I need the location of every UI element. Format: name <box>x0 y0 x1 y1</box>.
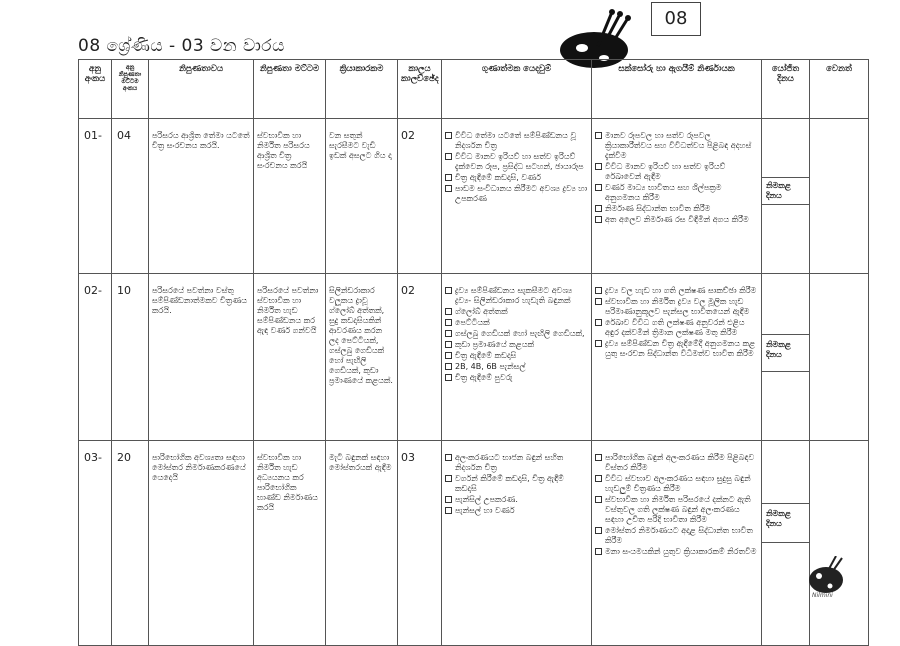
remarks-cell <box>810 274 869 441</box>
header-remarks: වෙනත් <box>810 60 869 119</box>
header-activity: ක්‍රියාකාරකම <box>326 60 398 119</box>
activity-day-cell <box>762 441 810 646</box>
list-item: විවිධ තේමා යටතේ සම්පිණ්ඩනය වූ නිදර්ශන චිත්‍ර <box>445 131 588 151</box>
assessment-cell <box>592 119 762 274</box>
list-item: වර්ණ මාධ්‍ය භාවිතය සහ ශිල්පක්‍රම අනුගමනය කිරීම <box>595 183 758 203</box>
inputs-cell <box>442 119 592 274</box>
list-item: අලංකරණයට භාජන බඳුන් සහිත නිදර්ශන චිත්‍ර <box>445 453 588 473</box>
unit-number: 03- <box>79 441 112 646</box>
header-periods: කාලය කාලච්ඡේද <box>398 60 442 119</box>
list-item: ස්වභාවික හා නිර්මිත ද්‍රව්‍ය වල මූලික හැඩ පරිමාණානුකූලව පැන්සල භාවිතයෙන් ඇඳීම <box>595 297 758 317</box>
table-header-row <box>79 60 869 119</box>
level-number: 04 <box>112 119 149 274</box>
table-row <box>79 441 869 646</box>
competency-level-cell: පරිසරයේ පවත්නා ස්වභාවික හා නිර්මිත හැඩ සම්පිණ්ඩනය කර ඇඳ වර්ණ ගන්වයි <box>254 274 326 441</box>
list-item: ග්ලෝබ් අත්තක් <box>445 307 588 317</box>
unit-number: 02- <box>79 274 112 441</box>
header-unit-no: අනු අංකය <box>79 60 112 119</box>
header-assessment: සක්සෝරු හා ඇගයීම් නිර්ණායක <box>592 60 762 119</box>
assessment-cell <box>592 274 762 441</box>
competency-cell: පාරිභෝගික අවශ්‍යතා සඳහා මෝස්තර නිර්මාණකරණයේ යෙදෙයි <box>149 441 254 646</box>
list-item: පෙට්ටියක් <box>445 318 588 328</box>
list-item: නිර්මාණ සිද්ධාන්ත භාවිත කිරීම <box>595 204 758 214</box>
list-item: 2B, 4B, 6B පැන්සල් <box>445 362 588 372</box>
list-item: ස්වභාවික හා නිර්මිත පරිසරයේ දක්නට ඇති වස්තුවල ගති ලක්ෂණ බඳුන් අලංකරණය සඳහා උචිත පරිදි භාවිතා කිරීම <box>595 495 758 525</box>
list-item: විවිධ ස්වභාව අලංකරණය සඳහා සුදුසු බඳුන් හැඩලුම් චිත්‍රණය කිරීම <box>595 474 758 494</box>
header-quality-inputs: ගුණාත්මක යෙදවුම් <box>442 60 592 119</box>
list-item: චිත්‍ර ඇඳීමේ පුවරු <box>445 373 588 383</box>
competency-level-cell: ස්වභාවික හා නිර්මිත පරිසරය ආශ්‍රිත චිත්‍ර සංරචනය කරයි <box>254 119 326 274</box>
remarks-cell <box>810 119 869 274</box>
periods-cell: 03 <box>398 441 442 646</box>
table-row <box>79 119 869 274</box>
level-number: 20 <box>112 441 149 646</box>
lesson-plan-table <box>78 59 869 646</box>
periods-cell: 02 <box>398 119 442 274</box>
inputs-cell <box>442 441 592 646</box>
list-item: රේඛාව විවිධ ගති ලක්ෂණ අනුවරන් එළිය අඳුර දක්වමින් ත්‍රිමාන ලක්ෂණ මතු කිරීම <box>595 318 758 338</box>
list-item: ද්‍රව්‍ය වල හැඩ හා ගති ලක්ෂණ සාකච්ඡා කිරීම <box>595 286 758 296</box>
header-competency: නිපුණතාවය <box>149 60 254 119</box>
list-item: විවිධ මානව ඉරියව් හා සත්ව ඉරියව් දැක්වෙන රූප, ප්‍රසිද්ධ සටහන්, ඡායාරූප <box>445 152 588 172</box>
inputs-cell <box>442 274 592 441</box>
level-number: 10 <box>112 274 149 441</box>
list-item: චිත්‍ර ඇඳීමේ කඩදාසි, වර්ණ <box>445 173 588 183</box>
list-item: අත අලෙව නිර්මාණ රස විඳීමින් අගය කිරීම <box>595 215 758 225</box>
competency-level-cell: ස්වභාවික හා නිර්මිත හැඩ අධ්‍යයනය කර පාරිභෝගික භාණ්ඩ නිර්මාණය කරයි <box>254 441 326 646</box>
list-item: පාරිභෝගික බඳුන් අලංකරණය කිරීම පිළිබඳව විස්තර කිරීම <box>595 453 758 473</box>
remarks-cell <box>810 441 869 646</box>
activity-day-label: නිමකළ දිනය <box>766 509 791 528</box>
list-item: පාඩම සංවිධානය කිරීමට අවශ්‍ය ද්‍රව්‍ය හා උපකරණ <box>445 184 588 204</box>
unit-number: 01- <box>79 119 112 274</box>
list-item: පැන්සල් හා වර්ණ <box>445 506 588 516</box>
list-item: මානව රූපවල හා සත්ව රූපවල ක්‍රියාකාරීත්වය සහ විවිධත්වය පිළිබඳ අදහස් දැක්වීම <box>595 131 758 161</box>
activity-cell: මැටි බඳුනක් සඳහා මෝස්තරයක් ඇඳීම <box>326 441 398 646</box>
header-competency-level: නිපුණතා මට්ටම <box>254 60 326 119</box>
list-item: ද්‍රව්‍ය සම්පිණ්ඩන චිත්‍ර ඇඳීමේදී අනුගමනය කළ යුතු සංරචන සිද්ධාන්ත විධිමත්ව භාවිත කිරීම <box>595 339 758 359</box>
page-title: 08 ශ්‍රේණිය - 03 වන වාරය <box>78 36 285 56</box>
header-activity-days: යෝජිත දිනය <box>762 60 810 119</box>
activity-day-cell <box>762 274 810 441</box>
list-item: කුඩා ප්‍රමාණයේ කළයක් <box>445 340 588 350</box>
list-item: මෝස්තර නිර්මාණයට අදාළ සිද්ධාන්ත භාවිත කිරීම <box>595 526 758 546</box>
header-competency-no: අනු නිපුණතා මට්ටම අංකය <box>112 60 149 119</box>
activity-day-label: නිමකළ දිනය <box>766 181 791 200</box>
competency-cell: පරිසරයේ පවත්නා වස්තු සම්පිණ්ඩනාත්මකව චිත්‍රණය කරයි. <box>149 274 254 441</box>
activity-cell: සිලින්ඩරාකාර වලූකය ද්‍රාවූ ග්ලෝබ් අත්තක්, සුදු කඩදාසියකින් ආවරණය කරන ලද පෙට්ටියක්, ගස්ලබු ගෙඩියක් හෝ පැඟිලි ගෙඩියක්, කුඩා ප්‍රමාණයේ කළයක්. <box>326 274 398 441</box>
table-row <box>79 274 869 441</box>
list-item: වර්ගන් කිරීමේ කඩදාසි, චිත්‍ර ඇඳීම් කඩදාසි <box>445 474 588 494</box>
assessment-cell <box>592 441 762 646</box>
competency-cell: පරිසරය ආශ්‍රිත තේමා යටතේ චිත්‍ර සංරචනය කරයි. <box>149 119 254 274</box>
list-item: චිත්‍ර ඇඳීමේ කඩදාසි <box>445 351 588 361</box>
activity-day-cell <box>762 119 810 274</box>
list-item: ගස්ලබු ගෙඩියක් හෝ පැඟිලි ගෙඩියක්, <box>445 329 588 339</box>
list-item: පැන්සිල් උපකරණ. <box>445 495 588 505</box>
activity-day-label: නිමකළ දිනය <box>766 340 791 359</box>
list-item: මනා සංයමයකින් යුතුව ක්‍රියාකාරකම් නිරතවීම <box>595 547 758 557</box>
signature-text: Nilmini <box>812 592 833 599</box>
page-number: 08 <box>651 2 701 36</box>
periods-cell: 02 <box>398 274 442 441</box>
list-item: විවිධ මානව ඉරියව් හා සත්ව ඉරියව් රේඛාවෙන් ඇඳීම <box>595 162 758 182</box>
list-item: ද්‍රව්‍ය සම්පිණ්ඩනය සැකසීමට අවශ්‍ය ද්‍රව්‍ය- සිලින්ඩරාකාර හැඩැති බඳුනක් <box>445 286 588 306</box>
activity-cell: වන සතුන් සැරසීමට වැඩි ඉඩක් අසලට ගිය දා <box>326 119 398 274</box>
